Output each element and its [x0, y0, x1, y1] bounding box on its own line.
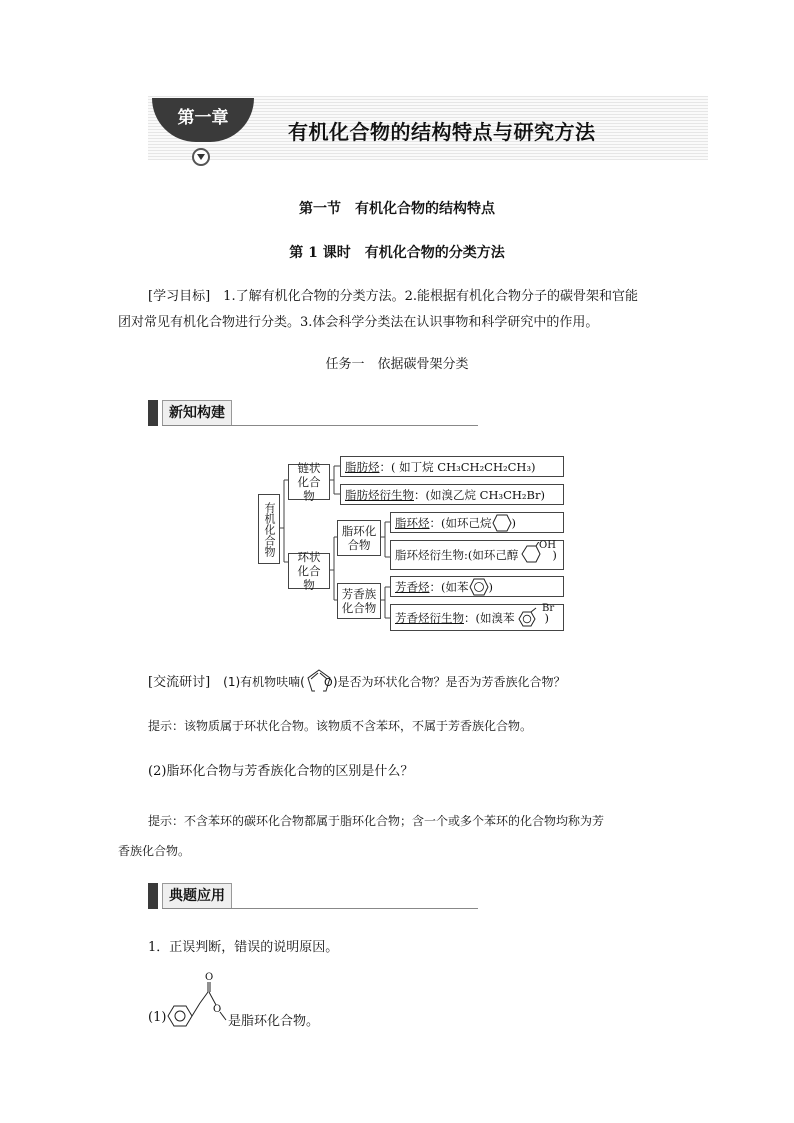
tree-leaf-aromatic-deriv: 芳香烃衍生物 ：(如溴苯 Br ) — [390, 604, 564, 631]
leaf1-term: 脂肪烃 — [345, 459, 380, 474]
exercise-item-1 — [148, 972, 448, 1032]
goals-label: [学习目标] — [148, 289, 211, 304]
leaf6-br: Br — [542, 603, 555, 614]
tree-chain — [288, 461, 330, 503]
ether-o: O — [213, 1004, 222, 1015]
bromobenzene-icon — [515, 607, 545, 629]
discussion-label: [交流研讨] — [148, 675, 211, 690]
section-label-typical: 典题应用 — [162, 883, 232, 909]
task-heading: 任务一 依据碳骨架分类 — [325, 357, 469, 372]
leaf5-rest: ：(如苯 — [429, 579, 469, 594]
section-title: 第一节 有机化合物的结构特点 — [299, 201, 495, 217]
item1-number: (1) — [148, 1010, 167, 1025]
benzene-icon — [469, 578, 489, 596]
leaf5-term: 芳香烃 — [395, 579, 430, 594]
leaf3-rest: ：(如环己烷 — [429, 515, 492, 530]
tree-alicyclic — [337, 520, 381, 556]
discussion-q1 — [148, 668, 668, 698]
tree-root — [258, 494, 280, 564]
lesson-title: 第 1 课时 有机化合物的分类方法 — [289, 245, 505, 261]
carbonyl-o: O — [205, 972, 214, 983]
exercise-question: 1．正误判断，错误的说明原因。 — [148, 940, 339, 955]
goals-line1: 1.了解有机化合物的分类方法。2.能根据有机化合物分子的碳骨架和官能 — [223, 289, 638, 304]
discussion-q2: (2)脂环化合物与芳香族化合物的区别是什么？ — [148, 764, 414, 779]
tree-ring-label: 环状化合物 — [297, 550, 321, 592]
tree-alicyclic-label: 脂环化合物 — [341, 524, 377, 552]
leaf4-oh: OH — [539, 540, 556, 551]
tree-leaf-alicyclic-hc: 脂环烃 ：(如环己烷 ) — [390, 512, 564, 533]
q1-post: )是否为环状化合物？是否为芳香族化合物？ — [332, 675, 566, 689]
a2-line1: 提示：不含苯环的碳环化合物都属于脂环化合物；含一个或多个苯环的化合物均称为芳 — [148, 814, 605, 828]
furan-o-label: O — [324, 676, 333, 689]
q1-pre: (1)有机物呋喃( — [223, 675, 305, 689]
chapter-title: 有机化合物的结构特点与研究方法 — [288, 120, 596, 144]
section-header-typical — [148, 883, 478, 909]
section-label: 新知构建 — [162, 400, 232, 426]
tree-aromatic — [337, 583, 381, 619]
tree-leaf-aliphatic — [340, 456, 564, 477]
cyclohexane-icon — [492, 514, 512, 532]
discussion-a2 — [118, 806, 605, 866]
chapter-tag: 第一章 — [152, 98, 254, 142]
item1-text: 是脂环化合物。 — [228, 1014, 320, 1029]
tree-chain-label: 链状化合物 — [297, 461, 321, 503]
tree-leaf-alicyclic-deriv: 脂环烃衍生物:(如环己醇 OH ) — [390, 540, 564, 570]
discussion-a1: 提示：该物质属于环状化合物。该物质不含苯环，不属于芳香族化合物。 — [148, 719, 533, 733]
leaf1-rest: ：( 如丁烷 CH₃CH₂CH₂CH₃) — [379, 459, 536, 474]
tree-leaf-aromatic-hc: 芳香烃 ：(如苯 ) — [390, 576, 564, 597]
tree-leaf-aliphatic-deriv — [340, 484, 564, 505]
goals-line2: 团对常见有机化合物进行分类。3.体会科学分类法在认识事物和科学研究中的作用。 — [118, 315, 599, 330]
leaf6-rest: ：(如溴苯 — [464, 610, 515, 625]
leaf2-rest: ：(如溴乙烷 CH₃CH₂Br) — [414, 487, 545, 502]
leaf2-term: 脂肪烃衍生物 — [345, 487, 414, 502]
tree-root-label: 有机化合物 — [263, 501, 276, 557]
tree-aromatic-label: 芳香族化合物 — [341, 587, 377, 615]
leaf6-term: 芳香烃衍生物 — [395, 610, 464, 625]
a2-line2: 香族化合物。 — [118, 844, 191, 858]
leaf4-text: 脂环烃衍生物:(如环己醇 — [395, 548, 519, 562]
leaf3-term: 脂环烃 — [395, 515, 430, 530]
tree-ring — [288, 550, 330, 592]
